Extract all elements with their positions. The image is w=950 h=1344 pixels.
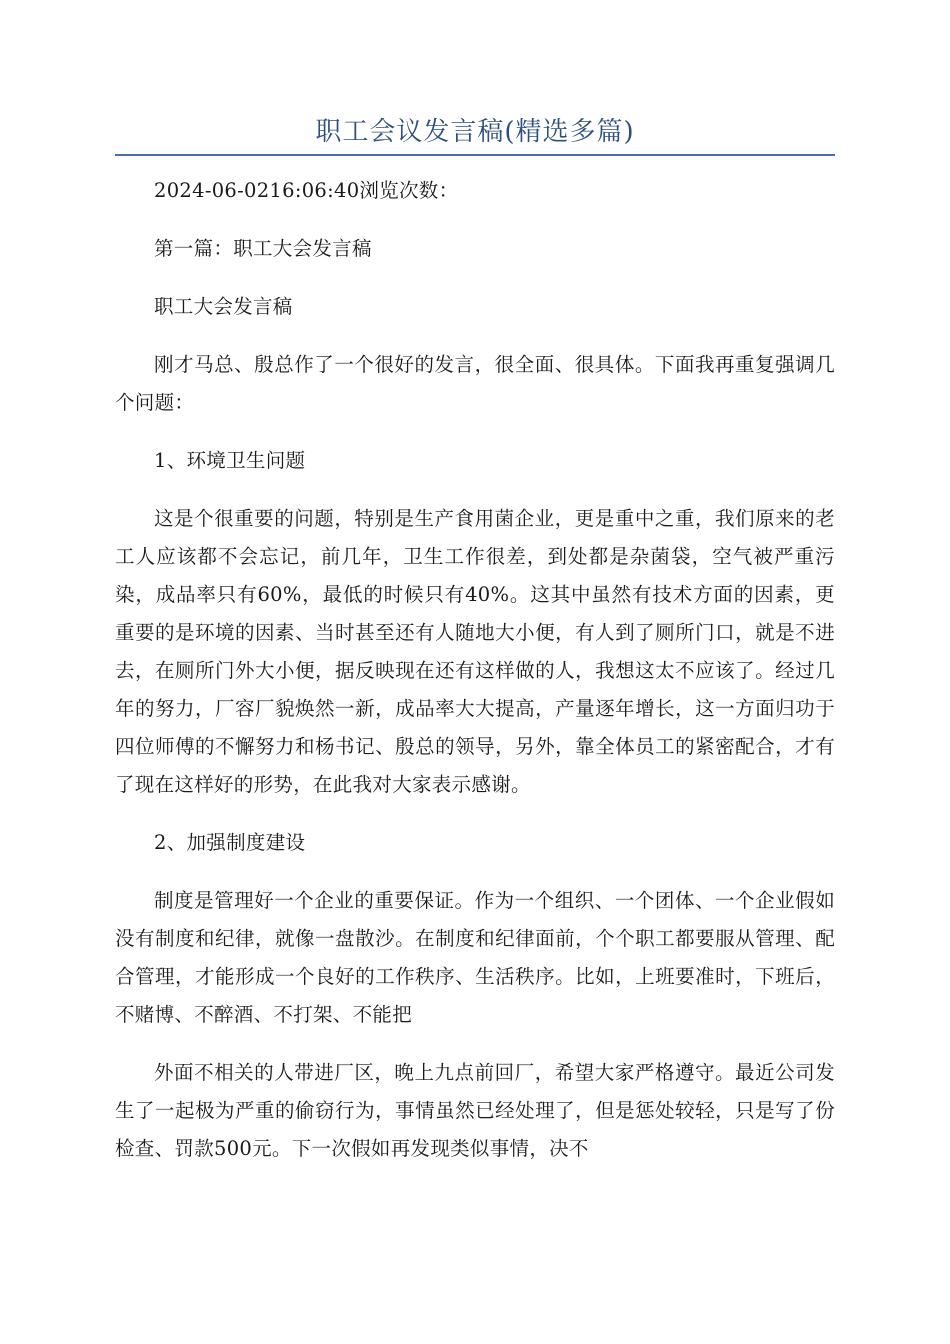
intro-paragraph: 刚才马总、殷总作了一个很好的发言，很全面、很具体。下面我再重复强调几个问题： [115, 353, 835, 414]
rules-paragraph: 制度是管理好一个企业的重要保证。作为一个组织、一个团体、一个企业假如没有制度和纪律，就像一盘散沙。在制度和纪律面前，个个职工都要服从管理、配合管理，才能形成一个良好的工作秩序、生活秩序。比如，上班要准时，下班后，不赌博、不醉酒、不打架、不能把 [115, 889, 835, 1026]
document-body [115, 172, 835, 1188]
theft-paragraph: 外面不相关的人带进厂区，晚上九点前回厂，希望大家严格遵守。最近公司发生了一起极为严重的偷窃行为，事情虽然已经处理了，但是惩处较轻，只是写了份检查、罚款500元。下一次假如再发现类似事情，决不 [115, 1061, 835, 1160]
publish-meta: 2024-06-0216:06:40浏览次数： [154, 179, 459, 202]
speech-title: 职工大会发言稿 [154, 295, 293, 318]
point-heading-hygiene: 1、环境卫生问题 [154, 449, 306, 472]
hygiene-paragraph: 这是个很重要的问题，特别是生产食用菌企业，更是重中之重，我们原来的老工人应该都不会忘记，前几年，卫生工作很差，到处都是杂菌袋，空气被严重污染，成品率只有60%，最低的时候只有40%。这其中虽然有技术方面的因素，更重要的是环境的因素、当时甚至还有人随地大小便，有人到了厕所门口，就是不进去，在厕所门外大小便，据反映现在还有这样做的人，我想这太不应该了。经过几年的努力，厂容厂貌焕然一新，成品率大大提高，产量逐年增长，这一方面归功于四位师傅的不懈努力和杨书记、殷总的领导，另外，靠全体员工的紧密配合，才有了现在这样好的形势，在此我对大家表示感谢。 [115, 507, 835, 796]
point-heading-rules: 2、加强制度建设 [154, 831, 306, 854]
title-underline [115, 154, 835, 156]
page-title: 职工会议发言稿(精选多篇) [315, 117, 635, 147]
section-heading-part-one: 第一篇：职工大会发言稿 [154, 237, 372, 260]
title-block [115, 112, 835, 156]
